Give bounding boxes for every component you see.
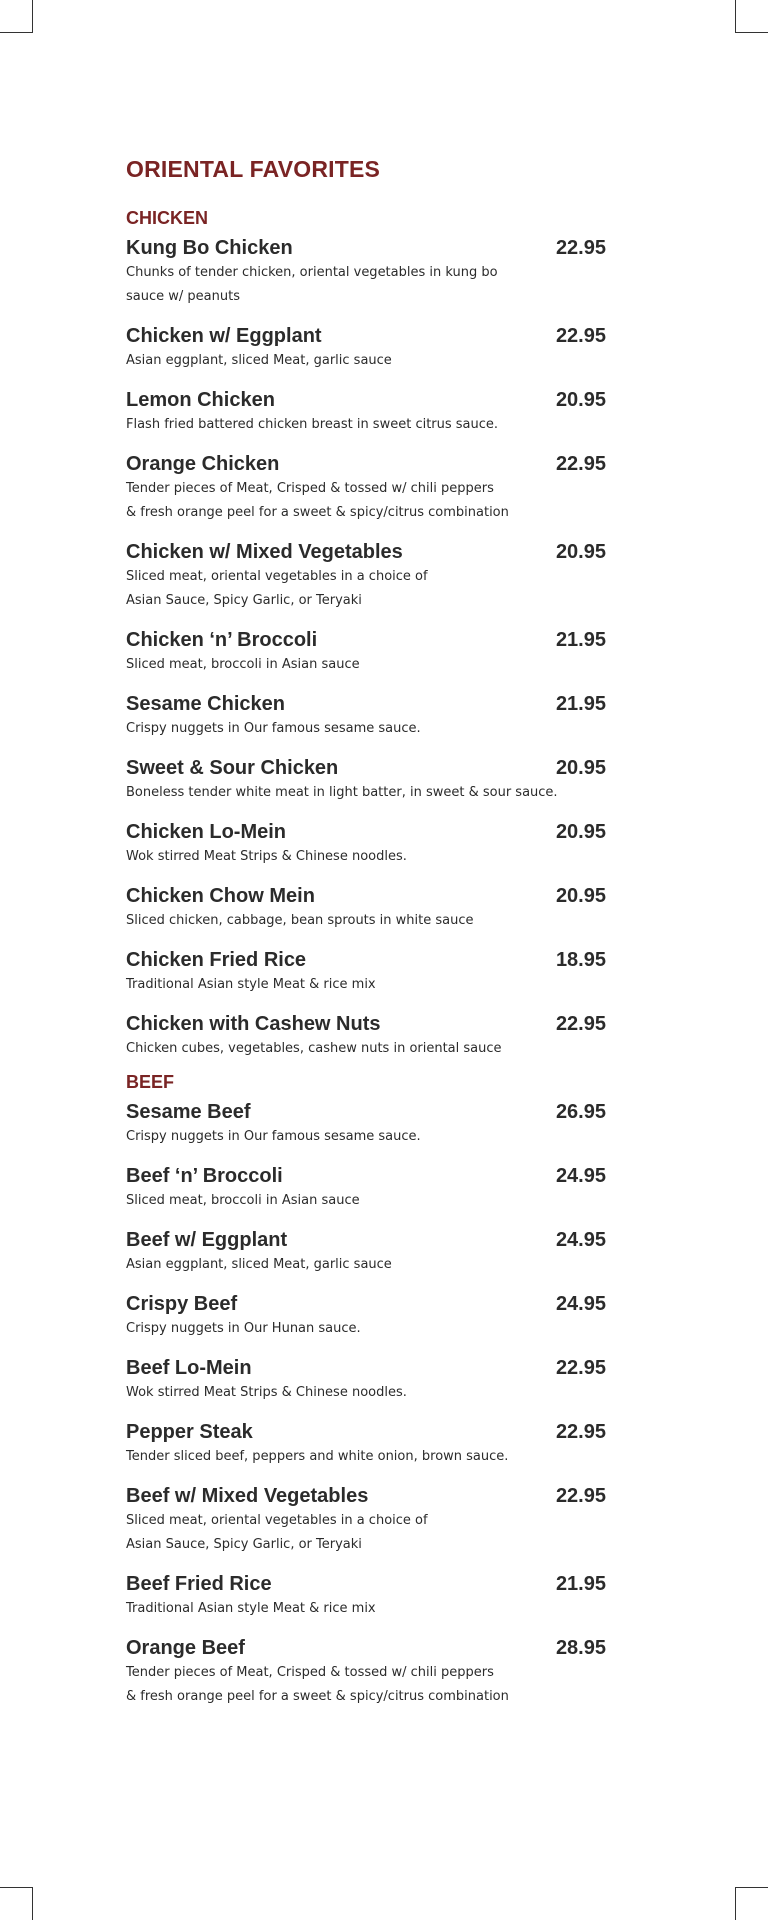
menu-item-description: Sliced meat, broccoli in Asian sauce bbox=[126, 657, 360, 672]
menu-item bbox=[126, 323, 606, 373]
menu-item-name: Orange Chicken bbox=[126, 453, 280, 475]
menu-item-header bbox=[126, 1419, 606, 1445]
menu-item-header bbox=[126, 1483, 606, 1509]
menu-item-price: 21.95 bbox=[555, 1573, 606, 1595]
menu-item-name: Chicken Lo-Mein bbox=[126, 821, 287, 843]
menu-item-header bbox=[126, 323, 606, 349]
menu-item bbox=[126, 451, 606, 525]
menu-item-header bbox=[126, 235, 606, 261]
menu-item-description: Traditional Asian style Meat & rice mix bbox=[126, 977, 376, 992]
menu-item-price: 28.95 bbox=[555, 1637, 606, 1659]
menu-item-header bbox=[126, 451, 606, 477]
menu-item-header bbox=[126, 1099, 606, 1125]
menu-item-price: 20.95 bbox=[555, 757, 606, 779]
menu-item bbox=[126, 387, 606, 437]
menu-item-name: Sweet & Sour Chicken bbox=[126, 757, 339, 779]
menu-item-name: Crispy Beef bbox=[126, 1293, 238, 1315]
menu-item-price: 20.95 bbox=[555, 541, 606, 563]
menu-item-price: 20.95 bbox=[555, 389, 606, 411]
menu-item-name: Lemon Chicken bbox=[126, 389, 275, 411]
menu-item bbox=[126, 1483, 606, 1557]
menu-item-header bbox=[126, 1163, 606, 1189]
menu-item-description: Tender pieces of Meat, Crisped & tossed w/ chili peppers & fresh orange peel for a sweet & spicy/citrus combination bbox=[126, 481, 509, 520]
menu-item-price: 22.95 bbox=[555, 1485, 606, 1507]
menu-item-description: Chicken cubes, vegetables, cashew nuts in oriental sauce bbox=[126, 1041, 502, 1056]
menu-item-price: 24.95 bbox=[555, 1229, 606, 1251]
menu-item bbox=[126, 947, 606, 997]
menu-item-header bbox=[126, 627, 606, 653]
crop-mark-bottom-left bbox=[0, 1887, 33, 1920]
menu-item-name: Beef w/ Mixed Vegetables bbox=[126, 1485, 369, 1507]
menu-item-list bbox=[126, 1099, 606, 1709]
menu-item bbox=[126, 1291, 606, 1341]
section-title: CHICKEN bbox=[126, 208, 209, 228]
menu-item-price: 24.95 bbox=[555, 1293, 606, 1315]
page-title: ORIENTAL FAVORITES bbox=[126, 156, 381, 182]
menu-item-description: Crispy nuggets in Our famous sesame sauce. bbox=[126, 721, 421, 736]
menu-item-description: Chunks of tender chicken, oriental vegetables in kung bo sauce w/ peanuts bbox=[126, 265, 498, 304]
menu-item-header bbox=[126, 691, 606, 717]
menu-item-description: Sliced chicken, cabbage, bean sprouts in white sauce bbox=[126, 913, 474, 928]
menu-item bbox=[126, 1419, 606, 1469]
menu-item-name: Beef w/ Eggplant bbox=[126, 1229, 288, 1251]
menu-item-name: Pepper Steak bbox=[126, 1421, 253, 1443]
menu-item-price: 22.95 bbox=[555, 1421, 606, 1443]
menu-item bbox=[126, 539, 606, 613]
menu-item-list bbox=[126, 235, 606, 1061]
section-title: BEEF bbox=[126, 1072, 175, 1092]
menu-item-price: 22.95 bbox=[555, 1357, 606, 1379]
menu-item bbox=[126, 1355, 606, 1405]
menu-item-description: Sliced meat, broccoli in Asian sauce bbox=[126, 1193, 360, 1208]
menu-item-header bbox=[126, 1571, 606, 1597]
menu-item-name: Orange Beef bbox=[126, 1637, 245, 1659]
menu-item-header bbox=[126, 539, 606, 565]
menu-item bbox=[126, 1635, 606, 1709]
menu-item-description: Traditional Asian style Meat & rice mix bbox=[126, 1601, 376, 1616]
menu-item-header bbox=[126, 947, 606, 973]
menu-item-name: Chicken Fried Rice bbox=[126, 949, 307, 971]
menu-item-description: Tender pieces of Meat, Crisped & tossed w/ chili peppers & fresh orange peel for a sweet & spicy/citrus combination bbox=[126, 1665, 509, 1704]
menu-item-description: Sliced meat, oriental vegetables in a choice of Asian Sauce, Spicy Garlic, or Teryaki bbox=[126, 569, 428, 608]
menu-item-name: Chicken with Cashew Nuts bbox=[126, 1013, 381, 1035]
menu-item-price: 20.95 bbox=[555, 821, 606, 843]
menu-item-name: Beef Lo-Mein bbox=[126, 1357, 252, 1379]
menu-item-price: 20.95 bbox=[555, 885, 606, 907]
menu-item-header bbox=[126, 883, 606, 909]
section-chicken bbox=[126, 208, 606, 1075]
menu-item-header bbox=[126, 819, 606, 845]
menu-item-price: 22.95 bbox=[555, 325, 606, 347]
menu-item-header bbox=[126, 1011, 606, 1037]
menu-item-name: Chicken ‘n’ Broccoli bbox=[126, 629, 318, 651]
menu-item-description: Flash fried battered chicken breast in sweet citrus sauce. bbox=[126, 417, 499, 432]
menu-item-name: Kung Bo Chicken bbox=[126, 237, 293, 259]
menu-item bbox=[126, 1571, 606, 1621]
menu-item-header bbox=[126, 1355, 606, 1381]
menu-item-description: Boneless tender white meat in light batter, in sweet & sour sauce. bbox=[126, 785, 558, 800]
crop-mark-top-right bbox=[735, 0, 768, 33]
menu-item bbox=[126, 883, 606, 933]
menu-item-header bbox=[126, 1227, 606, 1253]
menu-item bbox=[126, 1227, 606, 1277]
menu-item bbox=[126, 819, 606, 869]
menu-item bbox=[126, 1099, 606, 1149]
menu-item-name: Beef ‘n’ Broccoli bbox=[126, 1165, 283, 1187]
menu-item-price: 22.95 bbox=[555, 453, 606, 475]
menu-item-price: 24.95 bbox=[555, 1165, 606, 1187]
menu-item-description: Sliced meat, oriental vegetables in a choice of Asian Sauce, Spicy Garlic, or Teryaki bbox=[126, 1513, 428, 1552]
menu-item bbox=[126, 691, 606, 741]
menu-item bbox=[126, 1011, 606, 1061]
menu-item-price: 21.95 bbox=[555, 693, 606, 715]
menu-item-description: Crispy nuggets in Our Hunan sauce. bbox=[126, 1321, 361, 1336]
menu-item-header bbox=[126, 1635, 606, 1661]
menu-item-description: Asian eggplant, sliced Meat, garlic sauce bbox=[126, 353, 392, 368]
menu-item bbox=[126, 1163, 606, 1213]
menu-item-name: Sesame Chicken bbox=[126, 693, 285, 715]
menu-item-name: Beef Fried Rice bbox=[126, 1573, 272, 1595]
menu-item bbox=[126, 627, 606, 677]
menu-item-description: Wok stirred Meat Strips & Chinese noodles. bbox=[126, 849, 407, 864]
crop-mark-bottom-right bbox=[735, 1887, 768, 1920]
crop-mark-top-left bbox=[0, 0, 33, 33]
menu-item-price: 22.95 bbox=[555, 237, 606, 259]
menu-item-header bbox=[126, 755, 606, 781]
menu-item-header bbox=[126, 1291, 606, 1317]
menu-item-header bbox=[126, 387, 606, 413]
menu-item-description: Wok stirred Meat Strips & Chinese noodles. bbox=[126, 1385, 407, 1400]
menu-item-description: Tender sliced beef, peppers and white onion, brown sauce. bbox=[126, 1449, 509, 1464]
menu-item-price: 26.95 bbox=[555, 1101, 606, 1123]
menu-item-price: 22.95 bbox=[555, 1013, 606, 1035]
menu-item bbox=[126, 235, 606, 309]
menu-item-price: 21.95 bbox=[555, 629, 606, 651]
section-beef bbox=[126, 1072, 606, 1723]
menu-item-description: Crispy nuggets in Our famous sesame sauce. bbox=[126, 1129, 421, 1144]
menu-item-name: Chicken Chow Mein bbox=[126, 885, 315, 907]
menu-item bbox=[126, 755, 606, 805]
menu-item-price: 18.95 bbox=[555, 949, 606, 971]
menu-item-description: Asian eggplant, sliced Meat, garlic sauce bbox=[126, 1257, 392, 1272]
menu-item-name: Chicken w/ Eggplant bbox=[126, 325, 322, 347]
menu-item-name: Chicken w/ Mixed Vegetables bbox=[126, 541, 403, 563]
menu-item-name: Sesame Beef bbox=[126, 1101, 251, 1123]
